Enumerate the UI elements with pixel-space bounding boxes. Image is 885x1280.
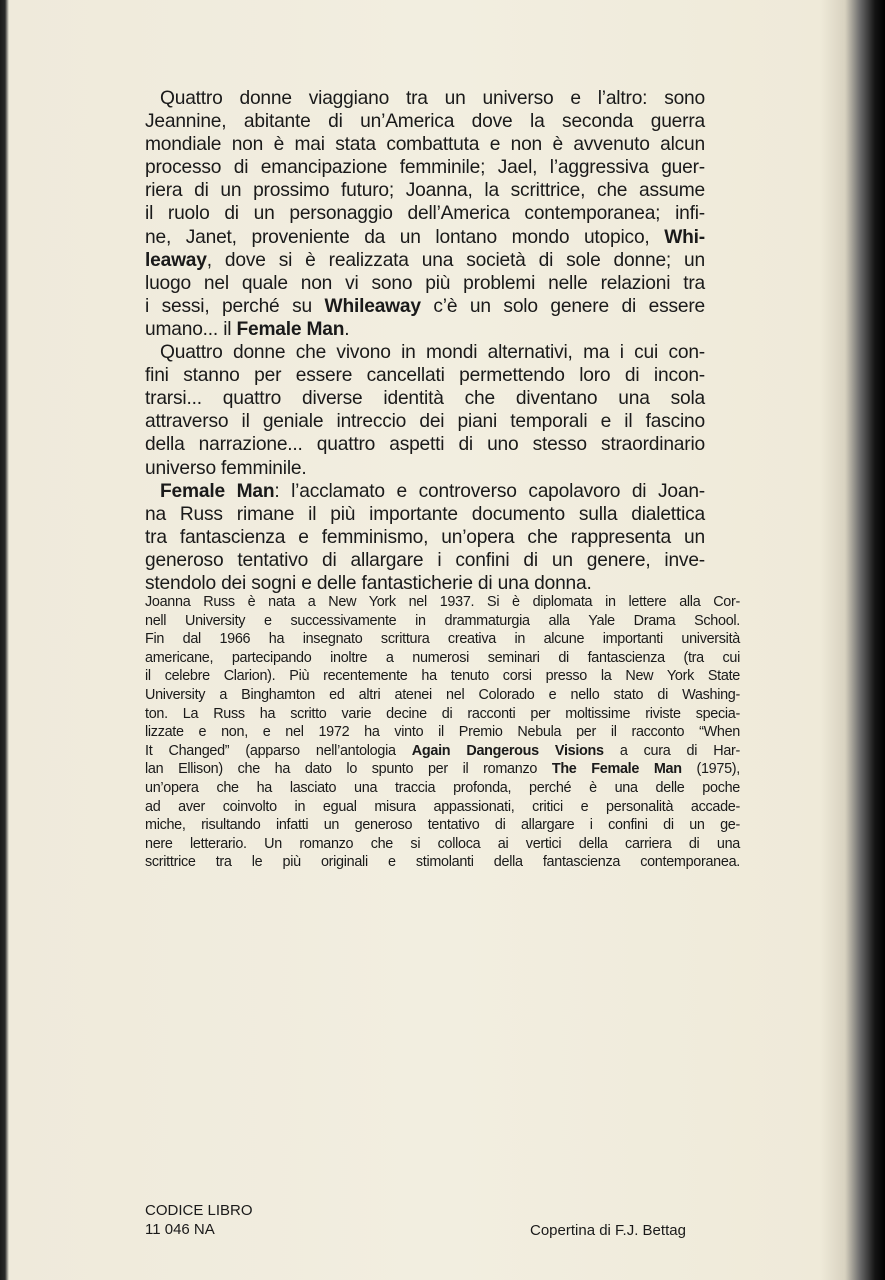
text-line: [145, 572, 705, 595]
text-segment: americane, partecipando inoltre a numerosi seminari di fantascienza (tra cui: [145, 649, 740, 666]
text-segment: Joanna Russ è nata a New York nel 1937. Si è diplomata in lettere alla Cor-: [145, 594, 740, 610]
text-line: [145, 503, 705, 526]
text-line: [145, 87, 705, 110]
text-line: [145, 649, 740, 668]
text-segment: umano... il: [145, 318, 237, 340]
text-line: [145, 760, 740, 779]
text-segment: lan Ellison) che ha dato lo spunto per il romanzo: [145, 761, 552, 778]
text-segment: il ruolo di un personaggio dell’America contemporanea; infi-: [145, 203, 705, 225]
text-line: [145, 226, 705, 249]
text-segment: nell University e successivamente in drammaturgia alla Yale Drama School.: [145, 612, 740, 629]
text-segment: University a Binghamton ed altri atenei nel Colorado e nello stato di Washing-: [145, 686, 740, 703]
text-line: [145, 156, 705, 179]
text-segment: , dove si è realizzata una società di sole donne; un: [206, 249, 705, 271]
book-code-value: 11 046 NA: [145, 1221, 215, 1238]
text-segment: luogo nel quale non vi sono più problemi nelle relazioni tra: [145, 272, 705, 294]
text-segment: fini stanno per essere cancellati permettendo loro di incon-: [145, 365, 705, 387]
text-segment: universo femminile.: [145, 457, 307, 479]
text-segment: lizzate e non, e nel 1972 ha vinto il Premio Nebula per il racconto “When: [145, 724, 740, 741]
text-line: [145, 387, 705, 410]
text-line: [145, 630, 740, 649]
text-segment: ad aver coinvolto in egual misura appassionati, critici e personalità accade-: [145, 798, 740, 815]
text-line: [145, 742, 740, 761]
text-segment: Quattro donne viaggiano tra un universo e l’altro: sono: [160, 88, 705, 109]
book-code-label: CODICE LIBRO: [145, 1202, 253, 1219]
text-segment: miche, risultando infatti un generoso tentativo di allargare i confini di un ge-: [145, 817, 740, 834]
text-line: [145, 853, 740, 872]
bold-title: leaway: [145, 249, 207, 271]
text-line: [145, 249, 705, 272]
text-line: [145, 612, 740, 631]
text-segment: : l’acclamato e controverso capolavoro di Joan-: [274, 480, 705, 502]
text-segment: ne, Janet, proveniente da un lontano mondo utopico,: [145, 226, 665, 248]
text-segment: della narrazione... quattro aspetti di uno stesso straordinario: [145, 434, 705, 456]
text-line: [145, 816, 740, 835]
text-line: [145, 593, 740, 612]
text-segment: generoso tentativo di allargare i confini di un genere, inve-: [145, 549, 705, 571]
text-line: [145, 686, 740, 705]
text-line: [145, 480, 705, 503]
bold-title: Again Dangerous Visions: [411, 742, 604, 759]
text-line: [145, 723, 740, 742]
text-line: [145, 433, 705, 456]
text-segment: na Russ rimane il più importante documento sulla dialettica: [145, 503, 705, 525]
text-segment: ton. La Russ ha scritto varie decine di racconti per moltissime riviste specia-: [145, 705, 740, 722]
text-segment: il celebre Clarion). Più recentemente ha tenuto corsi presso la New York State: [145, 668, 740, 685]
text-segment: a cura di Har-: [603, 742, 741, 759]
text-segment: .: [344, 318, 350, 340]
bold-title: Female Man: [160, 480, 275, 502]
text-segment: processo di emancipazione femminile; Jael, l’aggressiva guer-: [145, 157, 705, 179]
text-segment: riera di un prossimo futuro; Joanna, la scrittrice, che assume: [145, 180, 705, 202]
text-segment: c’è un solo genere di essere: [420, 295, 705, 317]
text-segment: nere letterario. Un romanzo che si colloca ai vertici della carriera di una: [145, 835, 740, 852]
text-line: [145, 667, 740, 686]
bold-title: The Female Man: [551, 761, 682, 778]
text-line: [145, 272, 705, 295]
text-segment: (1975),: [681, 761, 740, 778]
text-segment: un’opera che ha lasciato una traccia profonda, perché è una delle poche: [145, 779, 740, 796]
text-line: [145, 364, 705, 387]
text-segment: stendolo dei sogni e delle fantasticherie di una donna.: [145, 572, 592, 594]
text-segment: mondiale non è mai stata combattuta e non è avvenuto alcun: [145, 134, 705, 156]
text-line: [145, 295, 705, 318]
text-segment: scrittrice tra le più originali e stimolanti della fantascienza contemporanea.: [145, 854, 740, 871]
bold-title: Whileaway: [324, 295, 421, 317]
text-segment: Fin dal 1966 ha insegnato scrittura creativa in alcune importanti università: [145, 631, 740, 648]
cover-credit: Copertina di F.J. Bettag: [530, 1222, 686, 1239]
text-line: [145, 705, 740, 724]
text-line: [145, 179, 705, 202]
text-line: [145, 410, 705, 433]
text-segment: Quattro donne che vivono in mondi alternativi, ma i cui con-: [160, 342, 705, 364]
author-bio: [145, 593, 740, 872]
text-line: [145, 341, 705, 364]
text-line: [145, 549, 705, 572]
text-segment: Jeannine, abitante di un’America dove la seconda guerra: [145, 111, 705, 133]
bold-title: Female Man: [236, 318, 345, 340]
bold-title: Whi-: [664, 226, 705, 248]
text-segment: It Changed” (apparso nell’antologia: [145, 742, 412, 759]
text-line: [145, 110, 705, 133]
text-line: [145, 835, 740, 854]
text-segment: tra fantascienza e femminismo, un’opera che rappresenta un: [145, 526, 705, 548]
text-line: [145, 526, 705, 549]
blurb-text: [145, 87, 705, 595]
text-segment: trarsi... quattro diverse identità che diventano una sola: [145, 388, 705, 410]
book-code: [145, 1201, 253, 1239]
text-line: [145, 202, 705, 225]
text-line: [145, 798, 740, 817]
text-segment: i sessi, perché su: [145, 295, 325, 317]
text-segment: attraverso il geniale intreccio dei piani temporali e il fascino: [145, 411, 705, 433]
text-line: [145, 457, 705, 480]
text-line: [145, 133, 705, 156]
text-line: [145, 318, 705, 341]
text-line: [145, 779, 740, 798]
